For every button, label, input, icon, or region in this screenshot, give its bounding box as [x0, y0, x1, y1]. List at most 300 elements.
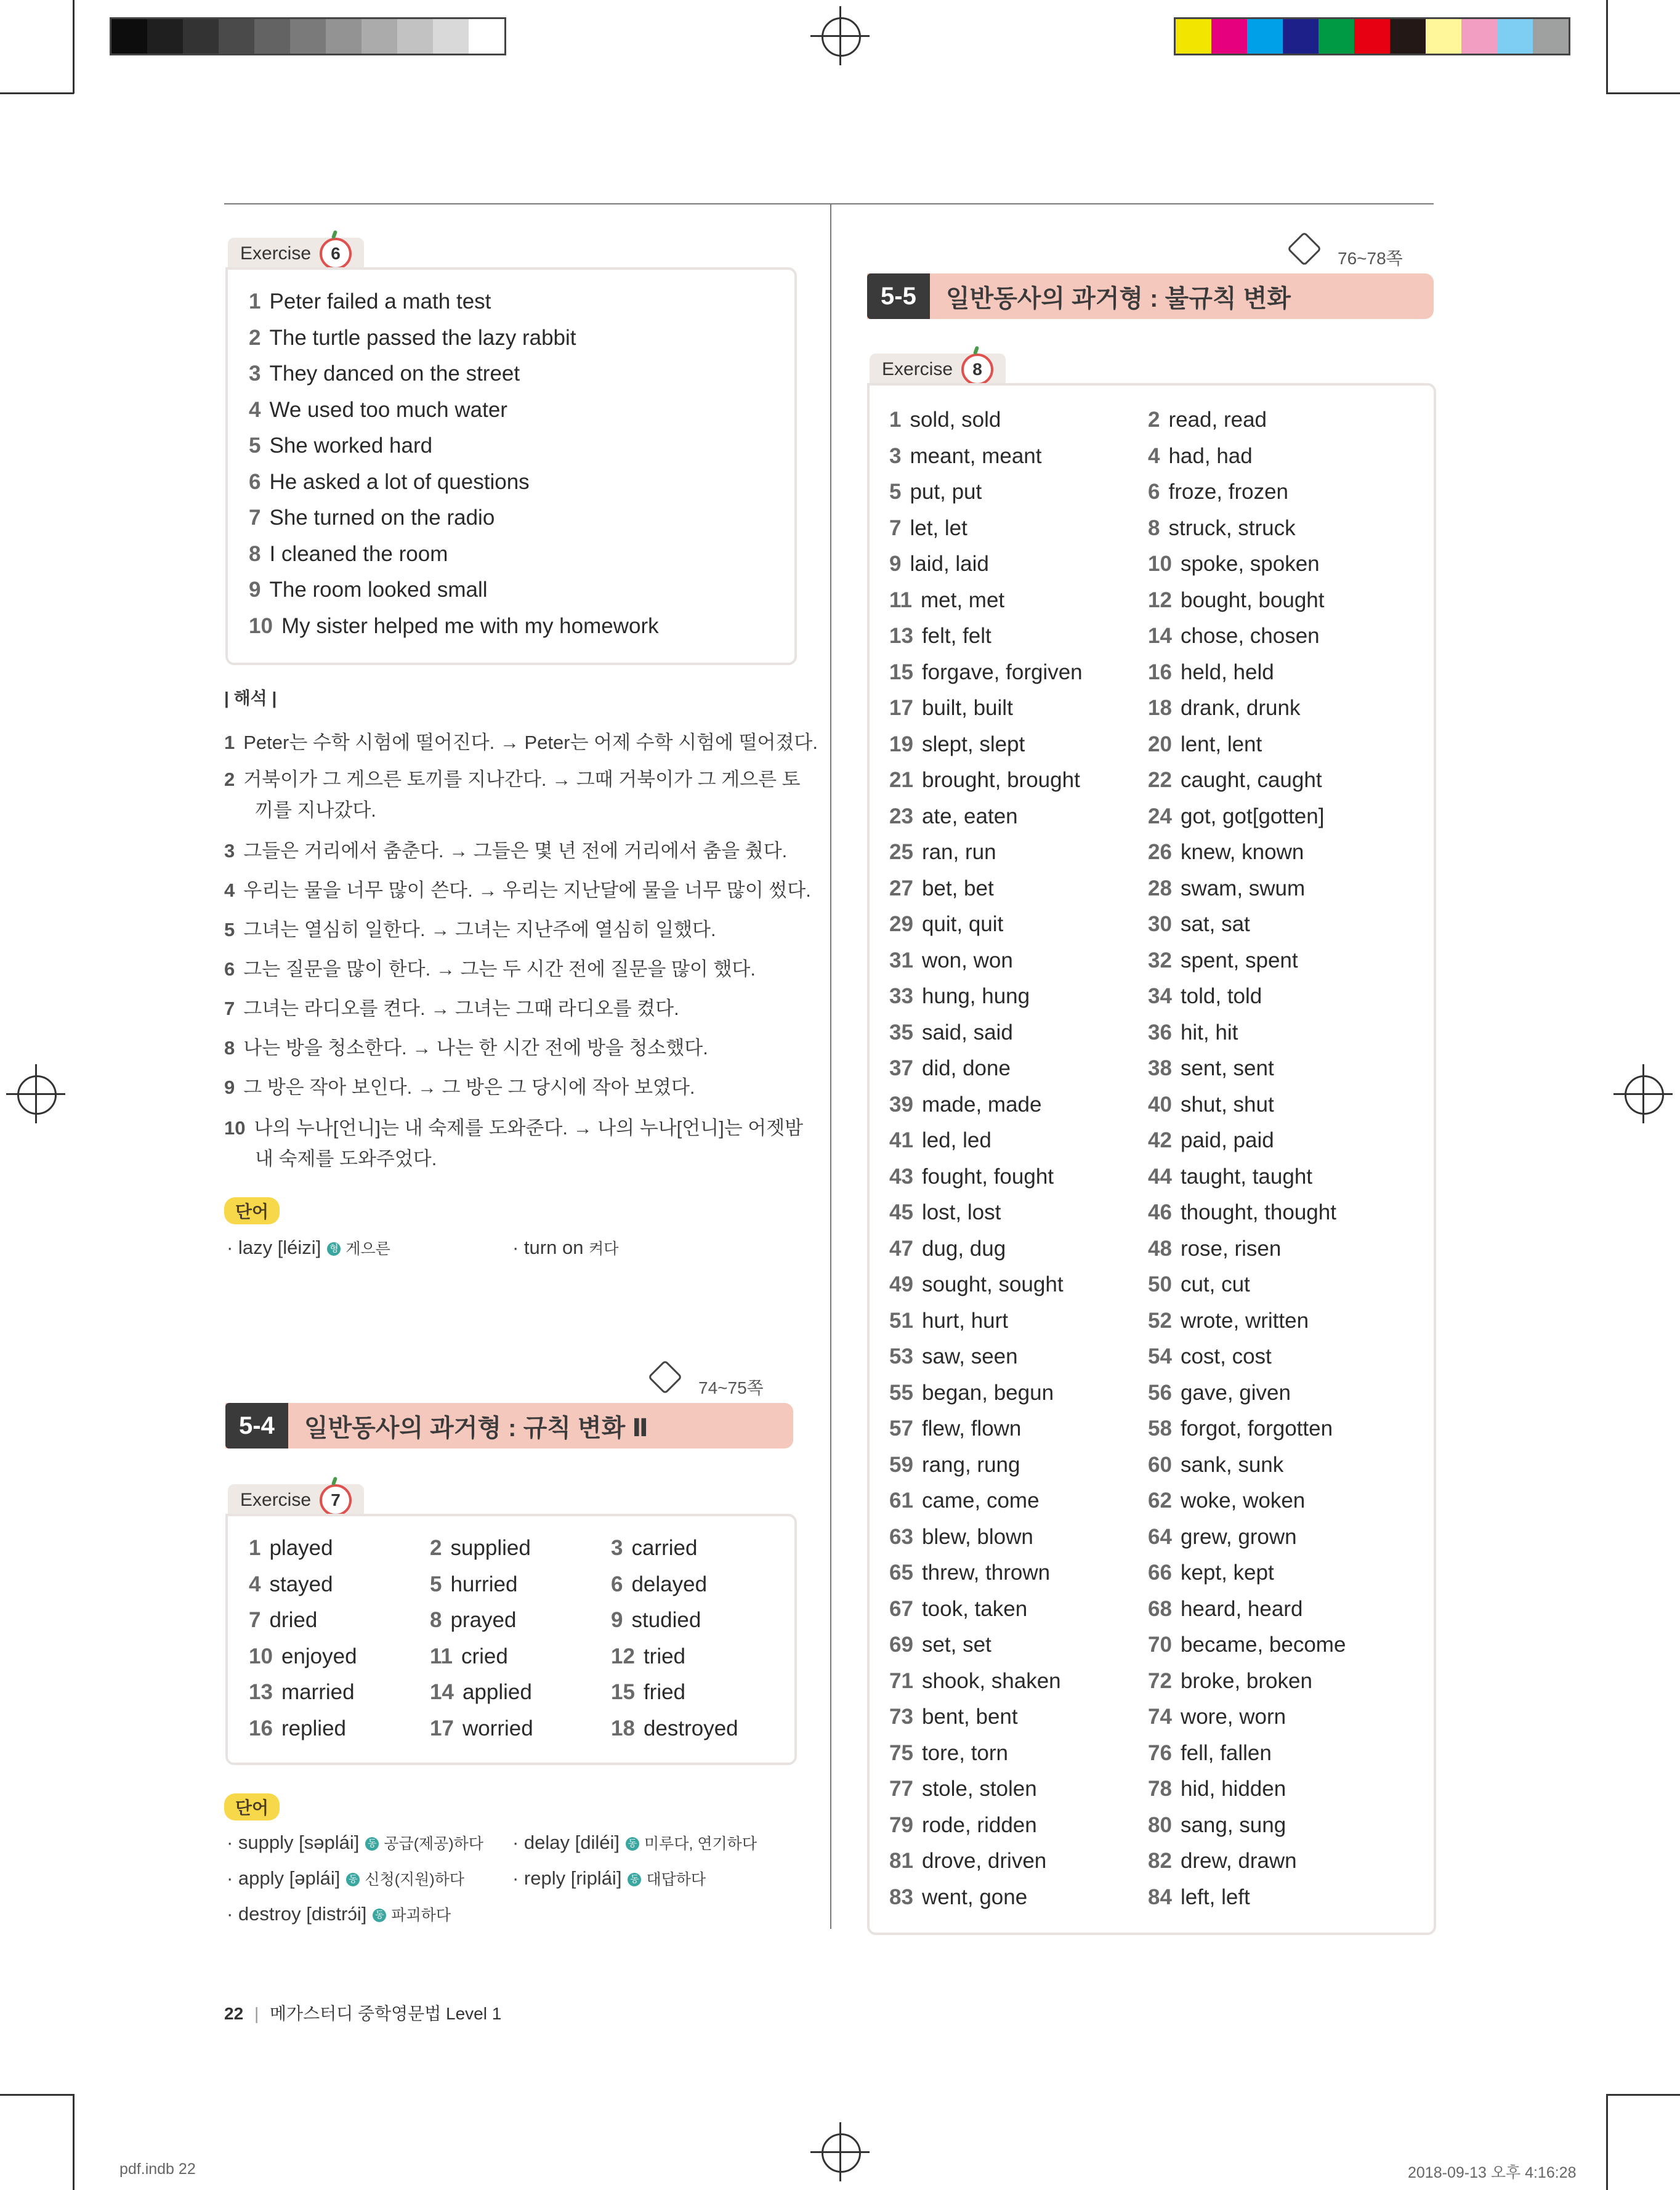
answer-item	[1148, 1020, 1238, 1045]
color-swatch	[1390, 19, 1426, 54]
item-number: 7	[889, 515, 902, 540]
item-number: 27	[889, 876, 913, 900]
answer-item	[889, 1128, 991, 1153]
item-number: 3	[249, 362, 261, 386]
answer-item	[889, 444, 1041, 469]
item-number: 16	[249, 1716, 273, 1740]
answer-item	[611, 1536, 697, 1561]
item-number: 65	[889, 1561, 913, 1585]
answer-item	[889, 480, 982, 504]
item-text: threw, thrown	[921, 1561, 1051, 1585]
item-number: 26	[1148, 840, 1172, 864]
answer-item	[1148, 1093, 1274, 1117]
item-number: 9	[611, 1608, 623, 1632]
item-number: 3	[611, 1536, 623, 1560]
item-number: 63	[889, 1524, 913, 1549]
item-text: sent, sent	[1180, 1056, 1274, 1080]
answer-item	[1148, 1200, 1336, 1225]
answer-item	[611, 1644, 685, 1669]
answer-item	[1148, 1777, 1286, 1801]
item-text: The room looked small	[269, 578, 488, 602]
item-text: drove, driven	[921, 1849, 1047, 1873]
answer-item	[889, 1453, 1020, 1477]
answer-item	[1148, 1272, 1250, 1297]
item-text: had, had	[1168, 443, 1253, 468]
item-text: struck, struck	[1168, 515, 1296, 540]
item-number: 76	[1148, 1740, 1172, 1765]
vocab-word: · supply [səplái]	[227, 1832, 360, 1853]
item-text: came, come	[921, 1489, 1040, 1513]
answer-item	[889, 1056, 1011, 1081]
answer-item	[249, 1608, 317, 1633]
section-code: 5-5	[867, 273, 930, 319]
vocab-meaning: 신청(지원)하다	[365, 1871, 464, 1888]
item-text: led, led	[921, 1128, 991, 1152]
item-number: 60	[1148, 1452, 1172, 1477]
item-text: hit, hit	[1180, 1020, 1238, 1044]
color-swatch	[1283, 19, 1319, 54]
answer-item	[889, 876, 994, 901]
item-text: ate, eaten	[921, 804, 1018, 828]
item-number: 57	[889, 1416, 913, 1440]
item-number: 47	[889, 1236, 913, 1261]
item-text: tore, torn	[921, 1740, 1009, 1765]
answer-item	[1148, 1056, 1274, 1081]
leaf-icon	[331, 1476, 337, 1485]
process-color-bar	[1174, 17, 1570, 55]
item-number: 73	[889, 1705, 913, 1729]
item-text: became, become	[1180, 1633, 1346, 1657]
answer-item	[889, 984, 1030, 1009]
answer-item	[1148, 804, 1324, 829]
vocab-item	[512, 1832, 757, 1854]
item-number: 4	[1148, 443, 1160, 468]
vocab-item	[227, 1832, 483, 1854]
exercise-label: Exercise	[240, 243, 312, 264]
item-text: ran, run	[921, 840, 996, 864]
answer-item	[889, 1237, 1006, 1261]
answer-item	[1148, 1561, 1274, 1585]
color-swatch	[1497, 19, 1533, 54]
item-number: 7	[249, 1608, 261, 1632]
item-text: 그녀는 라디오를 켠다. → 그녀는 그때 라디오를 켰다.	[243, 998, 679, 1019]
answer-item	[1148, 1416, 1333, 1441]
vocab-tag: 단어	[224, 1793, 280, 1820]
translation-heading: | 해석 |	[224, 689, 277, 708]
item-text: gave, given	[1180, 1380, 1291, 1405]
item-number: 54	[1148, 1344, 1172, 1368]
answer-item	[249, 1572, 333, 1597]
item-text: woke, woken	[1180, 1489, 1306, 1513]
answer-item	[889, 660, 1083, 685]
answer-item	[889, 696, 1013, 721]
answer-item	[611, 1608, 701, 1633]
item-text: drew, drawn	[1180, 1849, 1297, 1873]
item-number: 44	[1148, 1164, 1172, 1189]
answer-item	[1148, 696, 1301, 721]
item-text: rose, risen	[1180, 1236, 1282, 1261]
item-text: 그는 질문을 많이 한다. → 그는 두 시간 전에 질문을 많이 했다.	[243, 958, 756, 980]
answer-item	[430, 1644, 508, 1669]
item-text: I cleaned the room	[269, 541, 448, 566]
vocab-item	[512, 1867, 706, 1889]
item-number: 34	[1148, 984, 1172, 1008]
item-text: blew, blown	[921, 1524, 1033, 1549]
crop-mark	[0, 92, 74, 94]
section-title: 일반동사의 과거형 : 규칙 변화 Ⅱ	[304, 1414, 648, 1442]
part-of-speech-badge: 동	[626, 1837, 639, 1851]
item-text: paid, paid	[1180, 1128, 1274, 1152]
item-number: 8	[1148, 515, 1160, 540]
exercise-7-tab	[228, 1484, 364, 1516]
answer-item	[889, 1381, 1054, 1405]
answer-item	[246, 794, 376, 822]
answer-item	[224, 953, 756, 981]
item-number: 52	[1148, 1308, 1172, 1333]
answer-item	[889, 588, 1004, 613]
answer-item	[249, 1536, 333, 1561]
item-text: We used too much water	[269, 397, 507, 422]
item-text: 끼를 지나갔다.	[255, 799, 376, 821]
answer-item	[889, 732, 1025, 757]
item-number: 8	[224, 1037, 235, 1059]
exercise-8-box	[867, 383, 1436, 1935]
answer-item	[1148, 1669, 1312, 1694]
exercise-number: 6	[331, 244, 341, 263]
item-text: told, told	[1180, 984, 1262, 1008]
item-number: 24	[1148, 804, 1172, 828]
item-text: meant, meant	[910, 443, 1042, 468]
crop-mark	[73, 0, 75, 94]
item-number: 25	[889, 840, 913, 864]
item-text: lost, lost	[921, 1200, 1001, 1224]
answer-item	[889, 768, 1080, 793]
item-text: delayed	[631, 1572, 708, 1596]
item-text: knew, known	[1180, 840, 1304, 864]
color-swatch	[147, 19, 183, 54]
item-text: My sister helped me with my homework	[281, 613, 659, 638]
item-text: brought, brought	[921, 768, 1080, 792]
answer-item	[224, 993, 679, 1020]
answer-item	[249, 470, 530, 495]
part-of-speech-badge: 동	[365, 1837, 379, 1851]
item-text: put, put	[910, 480, 982, 504]
item-number: 51	[889, 1308, 913, 1333]
answer-item	[224, 764, 801, 791]
item-number: 66	[1148, 1561, 1172, 1585]
item-text: played	[269, 1536, 333, 1560]
answer-item	[889, 1597, 1027, 1622]
color-swatch	[469, 19, 504, 54]
vocab-word: · lazy [léizi]	[227, 1237, 321, 1258]
registration-mark	[1613, 1064, 1673, 1123]
answer-item	[889, 1344, 1018, 1369]
answer-item	[224, 1112, 803, 1140]
answer-item	[1148, 948, 1298, 973]
item-number: 38	[1148, 1056, 1172, 1080]
answer-item	[889, 912, 1003, 937]
exercise-label: Exercise	[240, 1490, 312, 1510]
crop-mark	[1606, 92, 1680, 94]
item-text: 나의 누나[언니]는 내 숙제를 도와준다. → 나의 누나[언니]는 어젯밤	[254, 1117, 804, 1139]
item-text: 그 방은 작아 보인다. → 그 방은 그 당시에 작아 보였다.	[243, 1077, 695, 1098]
item-text: did, done	[921, 1056, 1011, 1080]
item-text: bet, bet	[921, 876, 994, 900]
answer-item	[249, 326, 576, 350]
item-number: 48	[1148, 1236, 1172, 1261]
answer-item	[249, 289, 491, 314]
answer-item	[611, 1716, 738, 1741]
item-text: forgot, forgotten	[1180, 1416, 1333, 1440]
item-number: 79	[889, 1812, 913, 1837]
item-number: 78	[1148, 1777, 1172, 1801]
answer-item	[249, 578, 488, 602]
item-text: rang, rung	[921, 1452, 1020, 1477]
item-text: She worked hard	[269, 434, 433, 458]
item-number: 6	[249, 469, 261, 494]
registration-mark	[810, 2122, 870, 2181]
item-number: 83	[889, 1885, 913, 1909]
section-5-5-header	[867, 273, 1434, 319]
item-text: wore, worn	[1180, 1705, 1286, 1729]
registration-mark	[810, 6, 870, 65]
item-number: 10	[1148, 552, 1172, 576]
item-number: 18	[1148, 696, 1172, 720]
registration-mark	[6, 1064, 65, 1123]
answer-item	[889, 1525, 1033, 1550]
answer-item	[611, 1572, 707, 1597]
answer-item	[1148, 516, 1296, 541]
exercise-number-badge	[961, 354, 993, 386]
item-text: shut, shut	[1180, 1092, 1274, 1117]
item-text: 내 숙제를 도와주었다.	[255, 1148, 437, 1170]
answer-item	[246, 1143, 437, 1171]
answer-item	[249, 398, 507, 422]
vocab-meaning: 대답하다	[646, 1871, 706, 1888]
item-text: dried	[269, 1608, 318, 1632]
answer-item	[430, 1572, 517, 1597]
item-text: rode, ridden	[921, 1812, 1037, 1837]
item-number: 64	[1148, 1524, 1172, 1549]
item-text: felt, felt	[921, 624, 991, 648]
vocab-meaning: 파괴하다	[391, 1907, 451, 1924]
answer-item	[1148, 408, 1267, 432]
item-number: 16	[1148, 660, 1172, 684]
item-number: 68	[1148, 1596, 1172, 1621]
item-number: 2	[249, 325, 261, 350]
color-swatch	[1319, 19, 1354, 54]
answer-item	[1148, 768, 1322, 793]
item-text: bent, bent	[921, 1705, 1018, 1729]
item-number: 42	[1148, 1128, 1172, 1152]
item-number: 56	[1148, 1380, 1172, 1405]
vocab-meaning: 미루다, 연기하다	[644, 1835, 757, 1853]
item-text: built, built	[921, 696, 1013, 720]
answer-item	[889, 1849, 1046, 1873]
color-swatch	[397, 19, 433, 54]
color-swatch	[433, 19, 469, 54]
item-number: 1	[224, 732, 235, 753]
answer-item	[1148, 1489, 1305, 1513]
item-text: said, said	[921, 1020, 1013, 1044]
answer-item	[249, 614, 659, 639]
answer-item	[1148, 444, 1253, 469]
answer-item	[889, 552, 989, 576]
answer-item	[1148, 624, 1320, 649]
answer-item	[1148, 1633, 1346, 1657]
item-text: worried	[462, 1716, 533, 1740]
answer-item	[1148, 1309, 1309, 1333]
item-number: 21	[889, 768, 913, 792]
item-number: 55	[889, 1380, 913, 1405]
item-number: 62	[1148, 1489, 1172, 1513]
item-number: 15	[889, 660, 913, 684]
color-swatch	[1176, 19, 1211, 54]
item-text: lent, lent	[1180, 732, 1262, 756]
color-swatch	[1461, 19, 1497, 54]
answer-item	[224, 1072, 695, 1099]
answer-item	[889, 1416, 1021, 1441]
color-swatch	[111, 19, 147, 54]
item-text: got, got[gotten]	[1180, 804, 1325, 828]
item-number: 28	[1148, 876, 1172, 900]
item-text: wrote, written	[1180, 1308, 1309, 1333]
item-text: prayed	[450, 1608, 517, 1632]
item-number: 53	[889, 1344, 913, 1368]
page-number: 22	[224, 2004, 244, 2023]
vocab-word: · reply [riplái]	[512, 1867, 622, 1889]
item-number: 13	[889, 624, 913, 648]
crop-mark	[0, 2094, 74, 2096]
item-text: forgave, forgiven	[921, 660, 1083, 684]
item-number: 2	[430, 1536, 442, 1560]
color-swatch	[183, 19, 219, 54]
page-reference-icon	[648, 1360, 683, 1395]
item-text: let, let	[910, 515, 967, 540]
item-text: froze, frozen	[1168, 480, 1289, 504]
item-text: replied	[281, 1716, 347, 1740]
item-number: 6	[1148, 480, 1160, 504]
answer-item	[1148, 732, 1262, 757]
item-number: 8	[249, 541, 261, 566]
vocab-word: · apply [əplái]	[227, 1867, 341, 1889]
item-number: 2	[1148, 408, 1160, 432]
vocab-meaning: 켜다	[589, 1240, 619, 1258]
answer-item	[1148, 588, 1325, 613]
footer-separator: |	[254, 2004, 259, 2023]
answer-item	[1148, 1705, 1286, 1729]
answer-item	[889, 840, 996, 865]
item-text: destroyed	[643, 1716, 738, 1740]
color-swatch	[1426, 19, 1461, 54]
item-text: slept, slept	[921, 732, 1025, 756]
item-number: 17	[430, 1716, 454, 1740]
color-swatch	[1247, 19, 1283, 54]
item-number: 1	[249, 1536, 261, 1560]
page-reference-icon	[1287, 232, 1322, 267]
item-number: 46	[1148, 1200, 1172, 1224]
answer-item	[224, 1032, 708, 1060]
item-text: hid, hidden	[1180, 1777, 1286, 1801]
item-number: 9	[224, 1077, 235, 1098]
item-text: sank, sunk	[1180, 1452, 1284, 1477]
item-text: laid, laid	[910, 552, 989, 576]
item-text: 나는 방을 청소한다. → 나는 한 시간 전에 방을 청소했다.	[243, 1037, 708, 1059]
item-text: She turned on the radio	[269, 506, 495, 530]
item-text: kept, kept	[1180, 1561, 1274, 1585]
item-number: 5	[430, 1572, 442, 1596]
item-text: The turtle passed the lazy rabbit	[269, 325, 576, 350]
answer-item	[1148, 876, 1305, 901]
answer-item	[889, 624, 991, 649]
item-number: 77	[889, 1777, 913, 1801]
exercise-number-badge	[320, 238, 352, 270]
item-text: 그들은 거리에서 춤춘다. → 그들은 몇 년 전에 거리에서 춤을 췄다.	[243, 840, 788, 862]
item-text: swam, swum	[1180, 876, 1306, 900]
item-number: 43	[889, 1164, 913, 1189]
item-number: 75	[889, 1740, 913, 1765]
footer	[224, 2000, 501, 2025]
crop-mark	[73, 2094, 75, 2190]
item-text: met, met	[921, 588, 1005, 612]
item-number: 36	[1148, 1020, 1172, 1044]
vocab-item	[227, 1867, 464, 1889]
item-text: fell, fallen	[1180, 1740, 1272, 1765]
print-timestamp: 2018-09-13 오후 4:16:28	[1408, 2164, 1577, 2181]
item-number: 39	[889, 1092, 913, 1117]
item-number: 9	[889, 552, 902, 576]
answer-item	[889, 1777, 1037, 1801]
answer-item	[249, 1716, 346, 1741]
item-text: stole, stolen	[921, 1777, 1037, 1801]
answer-item	[889, 1705, 1018, 1729]
answer-item	[889, 1200, 1001, 1225]
item-number: 14	[430, 1680, 454, 1704]
item-number: 14	[1148, 624, 1172, 648]
exercise-number: 7	[331, 1490, 341, 1509]
crop-mark	[1606, 0, 1608, 94]
answer-item	[1148, 1885, 1250, 1910]
answer-item	[889, 516, 967, 541]
item-text: applied	[462, 1680, 532, 1704]
answer-item	[430, 1680, 532, 1705]
answer-item	[249, 1644, 357, 1669]
item-number: 3	[224, 840, 235, 862]
crop-mark	[1606, 2094, 1680, 2096]
item-number: 4	[224, 879, 235, 901]
column-divider	[830, 204, 831, 1929]
item-number: 40	[1148, 1092, 1172, 1117]
item-number: 37	[889, 1056, 913, 1080]
vocab-meaning: 공급(제공)하다	[384, 1835, 483, 1853]
item-text: supplied	[450, 1536, 531, 1560]
item-text: cried	[461, 1644, 508, 1668]
answer-item	[889, 1813, 1037, 1838]
item-number: 2	[224, 769, 235, 790]
color-swatch	[254, 19, 290, 54]
vocab-word: · turn on	[512, 1237, 584, 1258]
item-number: 58	[1148, 1416, 1172, 1440]
answer-item	[1148, 840, 1304, 865]
item-text: fought, fought	[921, 1164, 1054, 1189]
item-number: 18	[611, 1716, 635, 1740]
answer-item	[889, 804, 1018, 829]
page-reference: 74~75쪽	[698, 1378, 764, 1397]
section-code: 5-4	[225, 1403, 288, 1449]
item-number: 12	[1148, 588, 1172, 612]
item-number: 80	[1148, 1812, 1172, 1837]
item-text: 우리는 물을 너무 많이 쓴다. → 우리는 지난달에 물을 너무 많이 썼다.	[243, 879, 811, 901]
